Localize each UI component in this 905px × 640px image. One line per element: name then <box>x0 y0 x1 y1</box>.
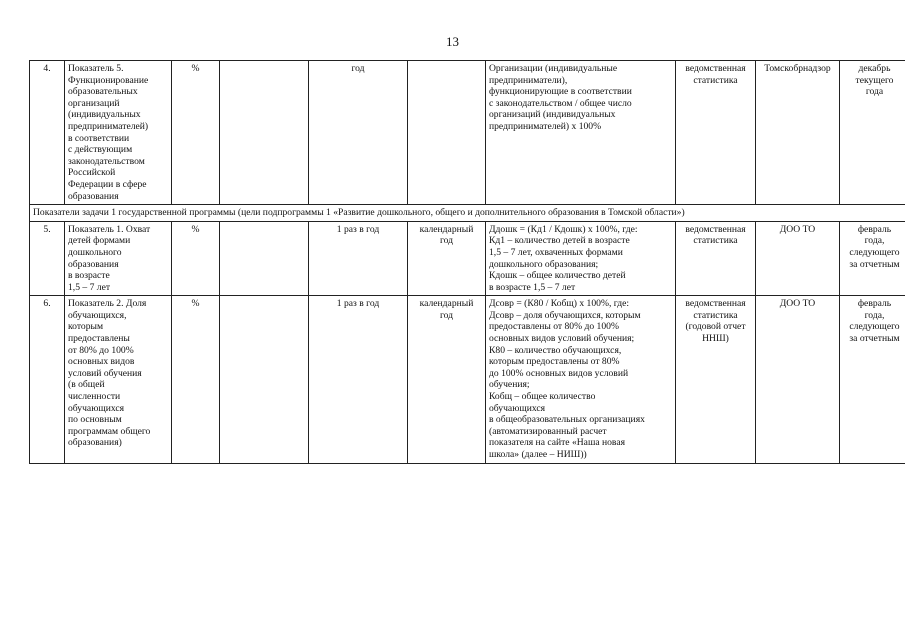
table-row <box>30 61 905 205</box>
empty-cell <box>220 61 309 205</box>
deadline-cell: декабрь текущего года <box>840 61 905 205</box>
deadline-cell: февраль года, следующего за отчетным <box>840 296 905 463</box>
formula-cell: Организации (индивидуальные предприниматели), функционирующие в соответствии с законодательством / общее число организаций (индивидуальных предпринимателей) х 100% <box>486 61 676 205</box>
periodicity-cell: год <box>309 61 408 205</box>
responsible-cell: ДОО ТО <box>756 221 840 296</box>
deadline-cell: февраль года, следующего за отчетным <box>840 221 905 296</box>
row-number: 5. <box>30 221 65 296</box>
method-cell: ведомственная статистика <box>676 61 756 205</box>
empty-cell <box>220 296 309 463</box>
formula-cell: Дсовр = (К80 / Кобщ) х 100%, где: Дсовр – доля обучающихся, которым предоставлены от 80% до 100% основных видов условий обучения; К80 – количество обучающихся, которым предоставлены от 80% до 100% основных видов условий обучения; Кобщ – общее количество обучающихся в общеобразовательных организациях (автоматизированный расчет показателя на сайте «Наша новая школа» (далее – НИШ)) <box>486 296 676 463</box>
page-number: 13 <box>446 34 459 49</box>
formula-cell: Ддошк = (Кд1 / Кдошк) х 100%, где: Кд1 – количество детей в возрасте 1,5 – 7 лет, охваченных формами дошкольного образования; Кдошк – общее количество детей в возрасте 1,5 – 7 лет <box>486 221 676 296</box>
responsible-cell: ДОО ТО <box>756 296 840 463</box>
section-title: Показатели задачи 1 государственной программы (цели подпрограммы 1 «Развитие дошкольного, общего и дополнительного образования в Томской области») <box>30 205 905 222</box>
row-number: 6. <box>30 296 65 463</box>
interval-cell: календарный год <box>408 221 486 296</box>
row-number: 4. <box>30 61 65 205</box>
unit-cell: % <box>172 296 220 463</box>
interval-cell: календарный год <box>408 296 486 463</box>
method-cell: ведомственная статистика <box>676 221 756 296</box>
responsible-cell: Томскобрнадзор <box>756 61 840 205</box>
periodicity-cell: 1 раз в год <box>309 296 408 463</box>
section-row <box>30 205 905 222</box>
indicators-table <box>29 60 905 464</box>
indicator-name: Показатель 2. Доля обучающихся, которым предоставлены от 80% до 100% основных видов условий обучения (в общей численности обучающихся по основным программам общего образования) <box>65 296 172 463</box>
interval-cell <box>408 61 486 205</box>
unit-cell: % <box>172 221 220 296</box>
periodicity-cell: 1 раз в год <box>309 221 408 296</box>
table-row <box>30 296 905 463</box>
table-row <box>30 221 905 296</box>
method-cell: ведомственная статистика (годовой отчет ННШ) <box>676 296 756 463</box>
unit-cell: % <box>172 61 220 205</box>
empty-cell <box>220 221 309 296</box>
indicator-name: Показатель 5. Функционирование образовательных организаций (индивидуальных предпринимателей) в соответствии с действующим законодательством Российской Федерации в сфере образования <box>65 61 172 205</box>
indicator-name: Показатель 1. Охват детей формами дошкольного образования в возрасте 1,5 – 7 лет <box>65 221 172 296</box>
